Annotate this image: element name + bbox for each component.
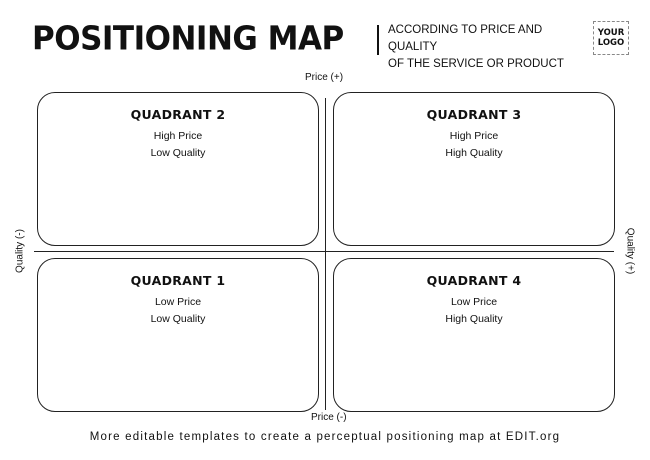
quadrant-1-price: Low Price	[154, 296, 202, 308]
quadrant-1-quality: Low Quality	[150, 313, 206, 325]
quadrant-2-title: QUADRANT 2	[130, 107, 226, 122]
quadrant-4-box	[333, 258, 615, 412]
quadrant-4-price: Low Price	[450, 296, 498, 308]
subtitle-line-1: ACCORDING TO PRICE AND QUALITY	[388, 24, 543, 53]
quadrant-3-quality: High Quality	[445, 147, 503, 159]
title-divider	[377, 25, 379, 55]
logo-line-2: LOGO	[597, 38, 625, 48]
page-subtitle	[388, 22, 588, 73]
quadrant-2-box	[37, 92, 319, 246]
quadrant-1-title: QUADRANT 1	[130, 273, 226, 288]
page-title: POSITIONING MAP	[32, 20, 344, 58]
footer-note: More editable templates to create a perceptual positioning map at EDIT.org	[89, 431, 561, 443]
quadrant-4-quality: High Quality	[445, 313, 503, 325]
logo-placeholder	[593, 21, 629, 55]
quadrant-3-title: QUADRANT 3	[426, 107, 522, 122]
quadrant-1-box	[37, 258, 319, 412]
quadrant-3-box	[333, 92, 615, 246]
subtitle-line-2: OF THE SERVICE OR PRODUCT	[388, 58, 564, 70]
axis-label-right: Quality (+)	[624, 227, 636, 275]
quadrant-2-quality: Low Quality	[150, 147, 206, 159]
horizontal-axis-line	[34, 251, 614, 252]
axis-label-left: Quality (-)	[14, 229, 26, 273]
axis-label-bottom: Price (-)	[311, 412, 347, 423]
logo-line-1: YOUR	[597, 28, 625, 38]
quadrant-2-price: High Price	[153, 130, 203, 142]
vertical-axis-line	[325, 98, 326, 410]
axis-label-top: Price (+)	[305, 72, 344, 83]
quadrant-3-price: High Price	[449, 130, 499, 142]
quadrant-4-title: QUADRANT 4	[426, 273, 522, 288]
